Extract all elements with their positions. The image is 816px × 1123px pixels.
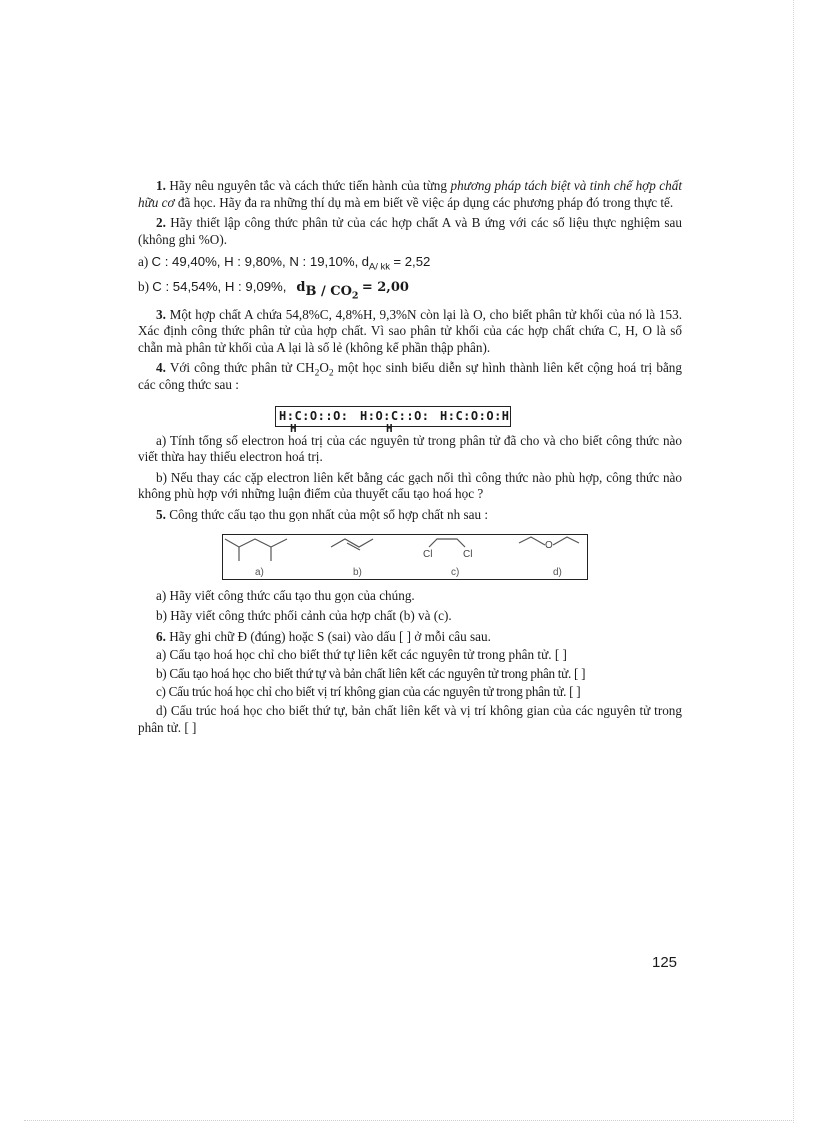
page-bottom-rule bbox=[24, 1120, 794, 1121]
lewis-formula-1-h: H bbox=[290, 421, 298, 435]
density-value: = 2,52 bbox=[393, 254, 431, 270]
question-6-part-a: a) Cấu tạo hoá học chỉ cho biết thứ tự liên kết các nguyên tử trong phân tử. [ ] bbox=[156, 647, 567, 663]
question-number: 6. bbox=[156, 628, 166, 644]
question-6-part-d: d) Cấu trúc hoá học cho biết thứ tự, bản chất liên kết và vị trí không gian của các nguyên tử trong phân tử. [ ] bbox=[138, 703, 682, 735]
density-subscript bbox=[305, 283, 359, 302]
question-6-part-b: b) Cấu tạo hoá học cho biết thứ tự và bản chất liên kết các nguyên tử trong phân tử. [ ] bbox=[156, 665, 586, 681]
exercise-list bbox=[138, 178, 682, 740]
question-text: Hãy thiết lập công thức phân tử của các hợp chất A và B ứng với các số liệu thực nghiệm sau (không ghi %O). bbox=[138, 215, 683, 247]
question-5-part-b: b) Hãy viết công thức phối cảnh của hợp chất (b) và (c). bbox=[156, 608, 452, 624]
question-4 bbox=[138, 360, 682, 393]
question-text: đã học. Hãy đa ra những thí dụ mà em biết về việc áp dụng các phương pháp đó trong thực tế. bbox=[174, 194, 674, 210]
part-label: b) bbox=[138, 278, 149, 294]
lewis-formula-1: H:C:O::O: bbox=[279, 408, 349, 423]
question-4-part-a: a) Tính tổng số electron hoá trị của các nguyên tử trong phân tử đã cho và cho biết công thức nào viết thừa hay thiếu electron hoá trị. bbox=[138, 432, 682, 465]
question-text: O bbox=[319, 360, 329, 376]
question-text: Một hợp chất A chứa 54,8%C, 4,8%H, 9,3%N còn lại là O, cho biết phân tử khối của nó là 153. Xác định công thức phân tử của hợp chất. Vì sao phân tử khối của các hợp chất chứa C, H, O là số chẵn mà phân tử khối của A lại là số lẻ (không kể phần thập phân). bbox=[138, 306, 682, 355]
question-6 bbox=[138, 629, 682, 646]
chlorine-atom: Cl bbox=[423, 548, 433, 560]
part-label: a) bbox=[138, 254, 149, 270]
question-italic-phrase: phương pháp tách biệt và tinh chế hợp chất hữu cơ bbox=[138, 178, 682, 210]
skeletal-formula-c bbox=[429, 539, 465, 547]
question-number: 4. bbox=[156, 360, 166, 376]
skeletal-formulas-box bbox=[222, 534, 588, 580]
question-number: 1. bbox=[156, 178, 166, 193]
question-2-part-a bbox=[138, 254, 682, 274]
lewis-formula-2: H:O:C::O: bbox=[360, 408, 430, 423]
lewis-formulas-box bbox=[275, 406, 511, 435]
structure-label-d: d) bbox=[553, 566, 562, 578]
density-subscript-text: B / CO bbox=[305, 283, 352, 299]
question-text: Hãy nêu nguyên tắc và cách thức tiến hành của từng bbox=[169, 178, 451, 193]
chlorine-atom: Cl bbox=[463, 548, 473, 560]
question-text: một học sinh biểu diễn sự hình thành liên kết cộng hoá trị bằng các công thức sau : bbox=[138, 360, 682, 392]
page-edge-rule bbox=[793, 0, 794, 1123]
composition-values: C : 54,54%, H : 9,09%, bbox=[152, 278, 287, 294]
question-number: 2. bbox=[156, 215, 166, 231]
density-subscript-index: 2 bbox=[351, 290, 359, 302]
skeletal-formula-b bbox=[331, 539, 373, 550]
composition-values: C : 49,40%, H : 9,80%, N : 19,10%, bbox=[151, 254, 359, 270]
question-6-part-c: c) Cấu trúc hoá học chỉ cho biết vị trí không gian của các nguyên tử trong phân tử. [ ] bbox=[156, 684, 581, 700]
structure-label-a: a) bbox=[255, 566, 264, 578]
density-subscript: A/ kk bbox=[368, 262, 391, 274]
skeletal-formulas-drawing bbox=[223, 535, 587, 579]
structure-label-b: b) bbox=[353, 566, 362, 578]
question-text: Với công thức phân tử CH bbox=[169, 360, 315, 376]
lewis-formula-3: H:C:O:O:H bbox=[440, 408, 510, 423]
question-5-part-a: a) Hãy viết công thức cấu tạo thu gọn của chúng. bbox=[156, 587, 415, 603]
question-4-part-b: b) Nếu thay các cặp electron liên kết bằng các gạch nối thì công thức nào phù hợp, công thức nào không phù hợp với những luận điểm của thuyết cấu tạo hoá học ? bbox=[138, 469, 682, 502]
question-3 bbox=[138, 307, 682, 357]
density-symbol: d bbox=[361, 254, 369, 270]
question-text: Hãy ghi chữ Đ (đúng) hoặc S (sai) vào dấu [ ] ở mỗi câu sau. bbox=[169, 628, 491, 644]
question-text: Công thức cấu tạo thu gọn nhất của một số hợp chất nh sau : bbox=[169, 506, 489, 522]
question-1 bbox=[138, 178, 682, 211]
lewis-formula-2-h: H bbox=[386, 421, 394, 435]
density-value: = 2,00 bbox=[361, 279, 409, 295]
question-number: 3. bbox=[156, 306, 166, 322]
question-2-part-b bbox=[138, 278, 682, 302]
skeletal-formula-a bbox=[225, 539, 287, 561]
question-2 bbox=[138, 215, 682, 248]
formula-subscript: 2 bbox=[328, 368, 334, 379]
question-number: 5. bbox=[156, 506, 166, 522]
formula-subscript: 2 bbox=[314, 368, 320, 379]
page-number: 125 bbox=[652, 954, 678, 971]
structure-label-c: c) bbox=[451, 566, 460, 578]
oxygen-atom: O bbox=[545, 539, 553, 551]
question-5 bbox=[138, 507, 682, 524]
density-symbol: d bbox=[296, 279, 306, 295]
